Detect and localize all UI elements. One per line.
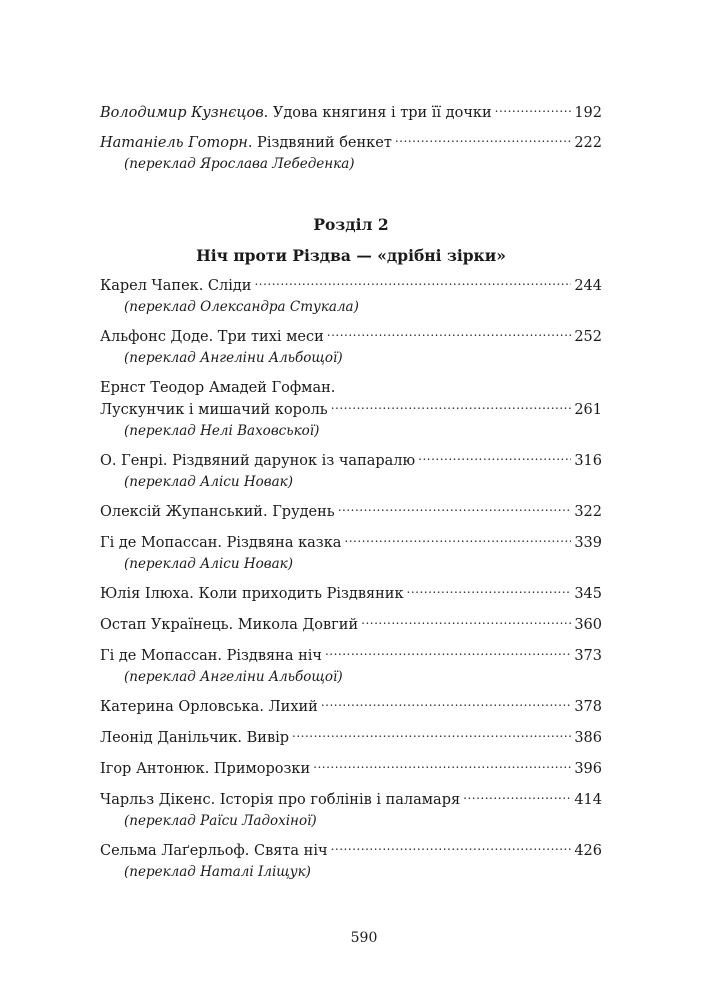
table-of-contents bbox=[100, 102, 602, 882]
entry-title: Альфонс Доде. Три тихі меси bbox=[100, 329, 324, 345]
entry-page: 244 bbox=[574, 278, 602, 294]
entry-translator: (переклад Олександра Стукала) bbox=[124, 299, 359, 315]
toc-entry bbox=[100, 840, 602, 882]
toc-line bbox=[100, 614, 602, 636]
toc-entry bbox=[100, 275, 602, 317]
entry-translator: (переклад Ярослава Лебеденка) bbox=[124, 156, 355, 172]
entry-title: Катерина Орловська. Лихий bbox=[100, 699, 318, 715]
toc-entry bbox=[100, 377, 602, 441]
toc-entry bbox=[100, 645, 602, 687]
entry-page: 322 bbox=[574, 504, 602, 520]
dot-leader bbox=[418, 451, 571, 465]
entry-page: 426 bbox=[574, 843, 602, 859]
entry-page: 339 bbox=[574, 535, 602, 551]
entry-author: Володимир Кузнєцов bbox=[100, 105, 264, 121]
toc-line bbox=[100, 399, 602, 421]
entry-title: Ернст Теодор Амадей Гофман. bbox=[100, 380, 336, 396]
page-number: 590 bbox=[350, 930, 378, 946]
entry-title: Лускунчик і мишачий король bbox=[100, 402, 328, 418]
toc-line bbox=[100, 450, 602, 472]
dot-leader bbox=[495, 103, 572, 117]
entry-page: 316 bbox=[574, 453, 602, 469]
entry-page: 373 bbox=[574, 648, 602, 664]
toc-entry bbox=[100, 532, 602, 574]
toc-entry bbox=[100, 583, 602, 605]
dot-leader bbox=[338, 502, 572, 516]
toc-line bbox=[100, 275, 602, 297]
toc-entry bbox=[100, 450, 602, 492]
dot-leader bbox=[361, 615, 571, 629]
toc-entry bbox=[100, 696, 602, 718]
toc-entry bbox=[100, 501, 602, 523]
toc-line bbox=[100, 102, 602, 124]
entry-title: . Удова княгиня і три її дочки bbox=[263, 105, 492, 121]
dot-leader bbox=[344, 533, 571, 547]
toc-entry bbox=[100, 102, 602, 124]
entry-translator: (переклад Наталі Іліщук) bbox=[124, 864, 311, 880]
toc-line bbox=[100, 758, 602, 780]
entry-title: Гі де Мопассан. Різдвяна ніч bbox=[100, 648, 322, 664]
entry-author: Натаніель Готорн bbox=[100, 135, 248, 151]
toc-entry bbox=[100, 789, 602, 831]
dot-leader bbox=[463, 790, 571, 804]
entry-page: 222 bbox=[574, 135, 602, 151]
toc-line bbox=[100, 696, 602, 718]
entry-title: Гі де Мопассан. Різдвяна казка bbox=[100, 535, 342, 551]
entry-translator: (переклад Ангеліни Альбощої) bbox=[124, 669, 343, 685]
toc-line bbox=[100, 645, 602, 667]
entry-title: . Різдвяний бенкет bbox=[247, 135, 392, 151]
entry-title: О. Генрі. Різдвяний дарунок із чапаралю bbox=[100, 453, 416, 469]
entry-title: Ігор Антонюк. Приморозки bbox=[100, 761, 311, 777]
toc-line bbox=[100, 377, 602, 399]
toc-line bbox=[100, 727, 602, 749]
dot-leader bbox=[313, 759, 571, 773]
entry-title: Олексій Жупанський. Грудень bbox=[100, 504, 335, 520]
entry-title: Карел Чапек. Сліди bbox=[100, 278, 252, 294]
entry-translator: (переклад Нелі Ваховської) bbox=[124, 423, 320, 439]
entry-title: Юлія Ілюха. Коли приходить Різдвяник bbox=[100, 586, 404, 602]
dot-leader bbox=[254, 276, 571, 290]
toc-entries bbox=[100, 275, 602, 882]
entry-page: 345 bbox=[574, 586, 602, 602]
entry-page: 414 bbox=[574, 792, 602, 808]
toc-entry bbox=[100, 326, 602, 368]
toc-entry bbox=[100, 614, 602, 636]
toc-line bbox=[100, 789, 602, 811]
toc-entry bbox=[100, 758, 602, 780]
entry-page: 396 bbox=[574, 761, 602, 777]
entry-page: 192 bbox=[574, 105, 602, 121]
entry-title: Леонід Данільчик. Вивір bbox=[100, 730, 290, 746]
entry-translator: (переклад Аліси Новак) bbox=[124, 474, 293, 490]
toc-entry bbox=[100, 132, 602, 174]
dot-leader bbox=[407, 584, 572, 598]
dot-leader bbox=[331, 400, 572, 414]
entry-title: Сельма Лаґерльоф. Свята ніч bbox=[100, 843, 328, 859]
dot-leader bbox=[331, 841, 572, 855]
entry-translator: (переклад Раїси Ладохіної) bbox=[124, 813, 317, 829]
dot-leader bbox=[327, 327, 572, 341]
entry-page: 261 bbox=[574, 402, 602, 418]
dot-leader bbox=[321, 697, 571, 711]
dot-leader bbox=[395, 133, 571, 147]
dot-leader bbox=[292, 728, 571, 742]
entry-translator: (переклад Ангеліни Альбощої) bbox=[124, 350, 343, 366]
entry-page: 378 bbox=[574, 699, 602, 715]
toc-line bbox=[100, 132, 602, 154]
toc-line bbox=[100, 532, 602, 554]
dot-leader bbox=[325, 646, 571, 660]
toc-line bbox=[100, 583, 602, 605]
entry-title: Остап Українець. Микола Довгий bbox=[100, 617, 359, 633]
entry-title: Чарльз Дікенс. Історія про гоблінів і паламаря bbox=[100, 792, 461, 808]
entry-page: 360 bbox=[574, 617, 602, 633]
toc-line bbox=[100, 840, 602, 862]
section-title: Розділ 2 bbox=[313, 215, 389, 234]
toc-line bbox=[100, 326, 602, 348]
entry-translator: (переклад Аліси Новак) bbox=[124, 556, 293, 572]
entry-page: 386 bbox=[574, 730, 602, 746]
entry-page: 252 bbox=[574, 329, 602, 345]
toc-line bbox=[100, 501, 602, 523]
section-subtitle: Ніч проти Різдва — «дрібні зірки» bbox=[196, 246, 506, 265]
toc-entry bbox=[100, 727, 602, 749]
